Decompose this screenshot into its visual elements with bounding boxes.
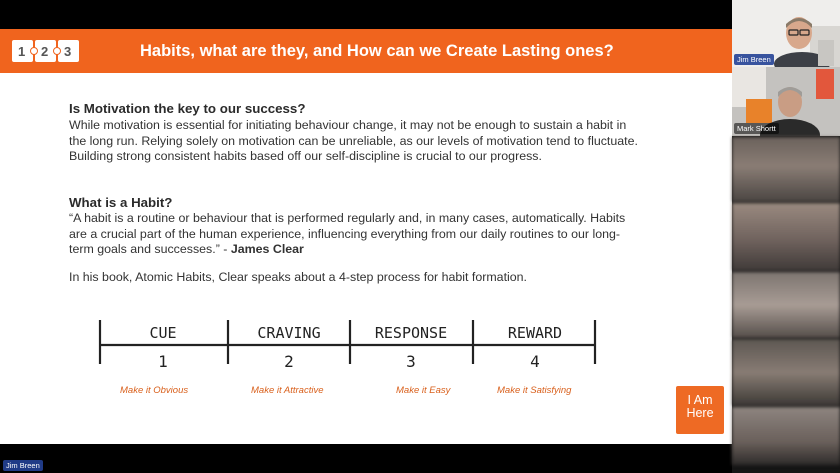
habit-loop-timeline: [90, 314, 610, 374]
habit-quote: [69, 211, 644, 258]
step-number: 2: [284, 352, 294, 371]
participant-sidebar[interactable]: [732, 0, 840, 473]
participant-video-tile[interactable]: [732, 272, 840, 338]
motivation-body: While motivation is essential for initiating behaviour change, it may not be enough to sustain a habit in the long run. Relying solely on motivation can be unreliable, as our levels of motivation tend to fluctuate. Building strong consistent habits based off our self-discipline is crucial to our progress.: [69, 118, 638, 163]
step-word-cue: CUE: [149, 324, 177, 342]
quote-author: James Clear: [230, 242, 304, 256]
logo-digit: 3: [64, 44, 72, 59]
motivation-heading: Is Motivation the key to our success?: [69, 101, 306, 116]
logo-digit: 1: [18, 44, 26, 59]
shared-slide: [0, 29, 732, 444]
book-note: In his book, Atomic Habits, Clear speaks about a 4-step process for habit formation.: [69, 270, 527, 284]
step-word-response: RESPONSE: [374, 324, 448, 342]
quote-text: “A habit is a routine or behaviour that is performed regularly and, in many cases, automatically. Habits are a crucial part of the human experience, influencing everything from our daily routines to our long-term goals and successes.” -: [69, 211, 626, 256]
badge-line: Here: [686, 405, 714, 420]
step-word-reward: REWARD: [507, 324, 563, 342]
slide-title: Habits, what are they, and How can we Create Lasting ones?: [140, 42, 614, 60]
step-word-craving: CRAVING: [257, 324, 321, 342]
one-two-three-logo-icon: [12, 40, 80, 62]
step-tagline-obvious: Make it Obvious: [120, 385, 189, 396]
step-tagline-attractive: Make it Attractive: [251, 385, 324, 396]
speaker-name-tag: Jim Breen: [3, 460, 43, 471]
step-number: 1: [158, 352, 168, 371]
step-tagline-easy: Make it Easy: [396, 385, 451, 396]
slide-title-banner: [0, 29, 732, 73]
participant-video-tile[interactable]: [732, 67, 840, 136]
badge-line: I Am: [687, 393, 713, 407]
participant-name-tag: Mark Shortt: [734, 123, 779, 134]
habit-heading: What is a Habit?: [69, 195, 173, 210]
step-tagline-satisfying: Make it Satisfying: [497, 385, 572, 396]
participant-video-tile[interactable]: [732, 137, 840, 202]
participant-video-tile[interactable]: [732, 407, 840, 465]
participant-name-tag: Jim Breen: [734, 54, 774, 65]
participant-video-tile[interactable]: [732, 0, 840, 67]
step-number: 3: [406, 352, 416, 371]
logo-digit: 2: [41, 44, 49, 59]
i-am-here-logo: [676, 386, 724, 434]
participant-video-tile[interactable]: [732, 339, 840, 406]
participant-video-tile[interactable]: [732, 203, 840, 271]
step-number: 4: [530, 352, 540, 371]
